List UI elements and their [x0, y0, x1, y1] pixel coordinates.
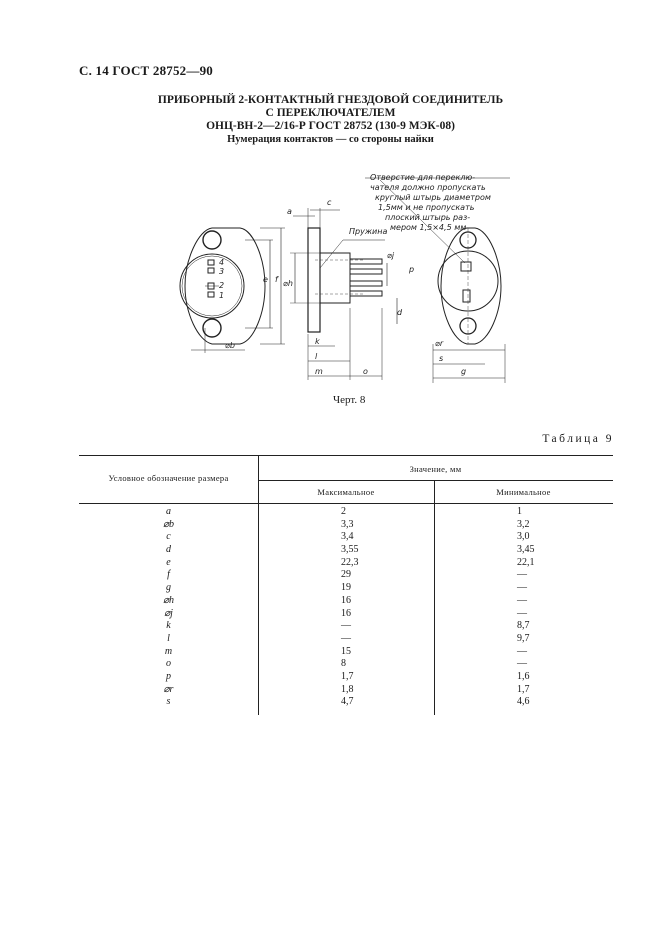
dim-label-c: c — [327, 198, 332, 207]
technical-drawing — [165, 168, 525, 388]
note-line-2: чателя должно пропускать — [370, 183, 486, 192]
spring-label: Пружина — [349, 227, 388, 236]
cell-min: — — [517, 645, 527, 657]
dim-label-s: s — [439, 354, 444, 363]
cell-max: 8 — [341, 658, 346, 670]
cell-max: 22,3 — [341, 556, 359, 568]
cell-max: 16 — [341, 607, 351, 619]
cell-min: 3,0 — [517, 531, 530, 543]
cell-max: 15 — [341, 645, 351, 657]
table-row — [79, 506, 613, 519]
cell-symbol: o — [166, 658, 171, 670]
cell-symbol: d — [166, 544, 171, 556]
table-body — [79, 506, 613, 709]
cell-max: 19 — [341, 582, 351, 594]
cell-symbol: s — [166, 696, 171, 708]
table-row — [79, 608, 613, 621]
cell-symbol: g — [166, 582, 171, 594]
note-line-4: 1,5мм и не пропускать — [378, 203, 475, 212]
table-row — [79, 684, 613, 697]
pin-label-1: 1 — [219, 291, 225, 300]
dim-label-a: a — [287, 207, 292, 216]
cell-min: — — [517, 607, 527, 619]
dim-label-j: ⌀j — [387, 251, 395, 260]
cell-min: 1,7 — [517, 683, 530, 695]
left-top-hole — [203, 231, 221, 249]
note-line-1: Отверстие для переклю- — [370, 173, 476, 182]
title-line-2: С ПЕРЕКЛЮЧАТЕЛЕМ — [265, 107, 396, 119]
cell-min: — — [517, 582, 527, 594]
cell-min: 3,45 — [517, 544, 535, 556]
cell-min: 9,7 — [517, 632, 530, 644]
cell-min: 1 — [517, 506, 522, 517]
dim-label-e: e — [263, 275, 268, 284]
left-flange-outline — [185, 228, 265, 344]
cell-max: 3,4 — [341, 531, 354, 543]
table-row — [79, 658, 613, 671]
drawing-svg — [165, 168, 525, 388]
col-header-designation: Условное обозначение размера — [108, 473, 229, 483]
cell-symbol: c — [166, 531, 171, 543]
cell-symbol: l — [167, 632, 170, 644]
cell-max: 2 — [341, 506, 346, 517]
cell-symbol: m — [164, 645, 173, 657]
cell-max: 1,7 — [341, 670, 354, 682]
table-row — [79, 582, 613, 595]
cell-min: — — [517, 569, 527, 581]
table-title: Таблица 9 — [542, 433, 614, 445]
cell-max: 16 — [341, 594, 351, 606]
dim-label-d: d — [397, 308, 403, 317]
cell-min: 3,2 — [517, 518, 530, 530]
table-row — [79, 519, 613, 532]
dim-label-o: o — [363, 367, 368, 376]
cell-max: 4,7 — [341, 696, 354, 708]
cell-max: 3,55 — [341, 544, 359, 556]
table-row — [79, 696, 613, 709]
cell-min: 1,6 — [517, 670, 530, 682]
table-row — [79, 557, 613, 570]
cell-symbol: k — [166, 620, 171, 632]
cell-min: 4,6 — [517, 696, 530, 708]
col-header-min: Минимальное — [496, 487, 551, 497]
note-line-5: плоский штырь раз- — [385, 213, 471, 222]
cell-max: — — [341, 620, 351, 632]
table-row — [79, 633, 613, 646]
cell-symbol: p — [166, 670, 171, 682]
cell-symbol: e — [166, 556, 171, 568]
cell-min: 8,7 — [517, 620, 530, 632]
title-line-1: ПРИБОРНЫЙ 2-КОНТАКТНЫЙ ГНЕЗДОВОЙ СОЕДИНИТЕЛЬ — [157, 94, 504, 106]
cell-min: — — [517, 594, 527, 606]
table-row — [79, 646, 613, 659]
side-flange — [308, 228, 320, 332]
page-header: С. 14 ГОСТ 28752—90 — [79, 63, 213, 78]
dim-label-k: k — [315, 337, 320, 346]
table-row — [79, 544, 613, 557]
left-bottom-hole — [203, 319, 221, 337]
table-row — [79, 620, 613, 633]
pin-label-4: 4 — [219, 258, 225, 267]
dim-label-p: p — [409, 265, 415, 274]
pin-label-3: 3 — [219, 267, 225, 276]
dim-label-r: ⌀r — [435, 339, 444, 348]
dim-label-h: ⌀h — [283, 279, 293, 288]
dim-label-l: l — [315, 352, 318, 361]
cell-symbol: f — [167, 569, 170, 581]
cell-symbol: ⌀j — [164, 607, 173, 619]
cell-max: 1,8 — [341, 683, 354, 695]
cell-symbol: ⌀r — [163, 683, 174, 695]
col-header-max: Максимальное — [317, 487, 375, 497]
note-line-6: мером 1,5×4,5 мм — [390, 223, 467, 232]
table-row — [79, 531, 613, 544]
table-row — [79, 671, 613, 684]
figure-caption: Черт. 8 — [333, 394, 366, 406]
dim-label-b: ⌀b — [225, 341, 235, 350]
title-block — [0, 94, 661, 146]
cell-symbol: ⌀h — [162, 594, 175, 606]
title-line-3: ОНЦ-ВН-2—2/16-Р ГОСТ 28752 (130-9 МЭК-08) — [206, 120, 455, 132]
cell-max: 3,3 — [341, 518, 354, 530]
side-body — [320, 253, 350, 303]
cell-min: 22,1 — [517, 556, 535, 568]
cell-min: — — [517, 658, 527, 670]
cell-max: 29 — [341, 569, 351, 581]
right-flange-outline — [441, 228, 501, 344]
dimension-table — [79, 455, 613, 715]
pin-label-2: 2 — [219, 281, 225, 290]
cell-symbol: a — [166, 506, 171, 517]
table-row — [79, 595, 613, 608]
table-row — [79, 569, 613, 582]
dim-label-f: f — [275, 275, 278, 284]
cell-symbol: ⌀b — [162, 518, 175, 530]
cell-max: — — [341, 632, 351, 644]
note-line-3: круглый штырь диаметром — [375, 193, 491, 202]
dim-label-g: g — [461, 367, 467, 376]
dim-label-m: m — [315, 367, 323, 376]
title-line-4: Нумерация контактов — со стороны найки — [227, 134, 434, 145]
col-header-value: Значение, мм — [409, 464, 462, 474]
